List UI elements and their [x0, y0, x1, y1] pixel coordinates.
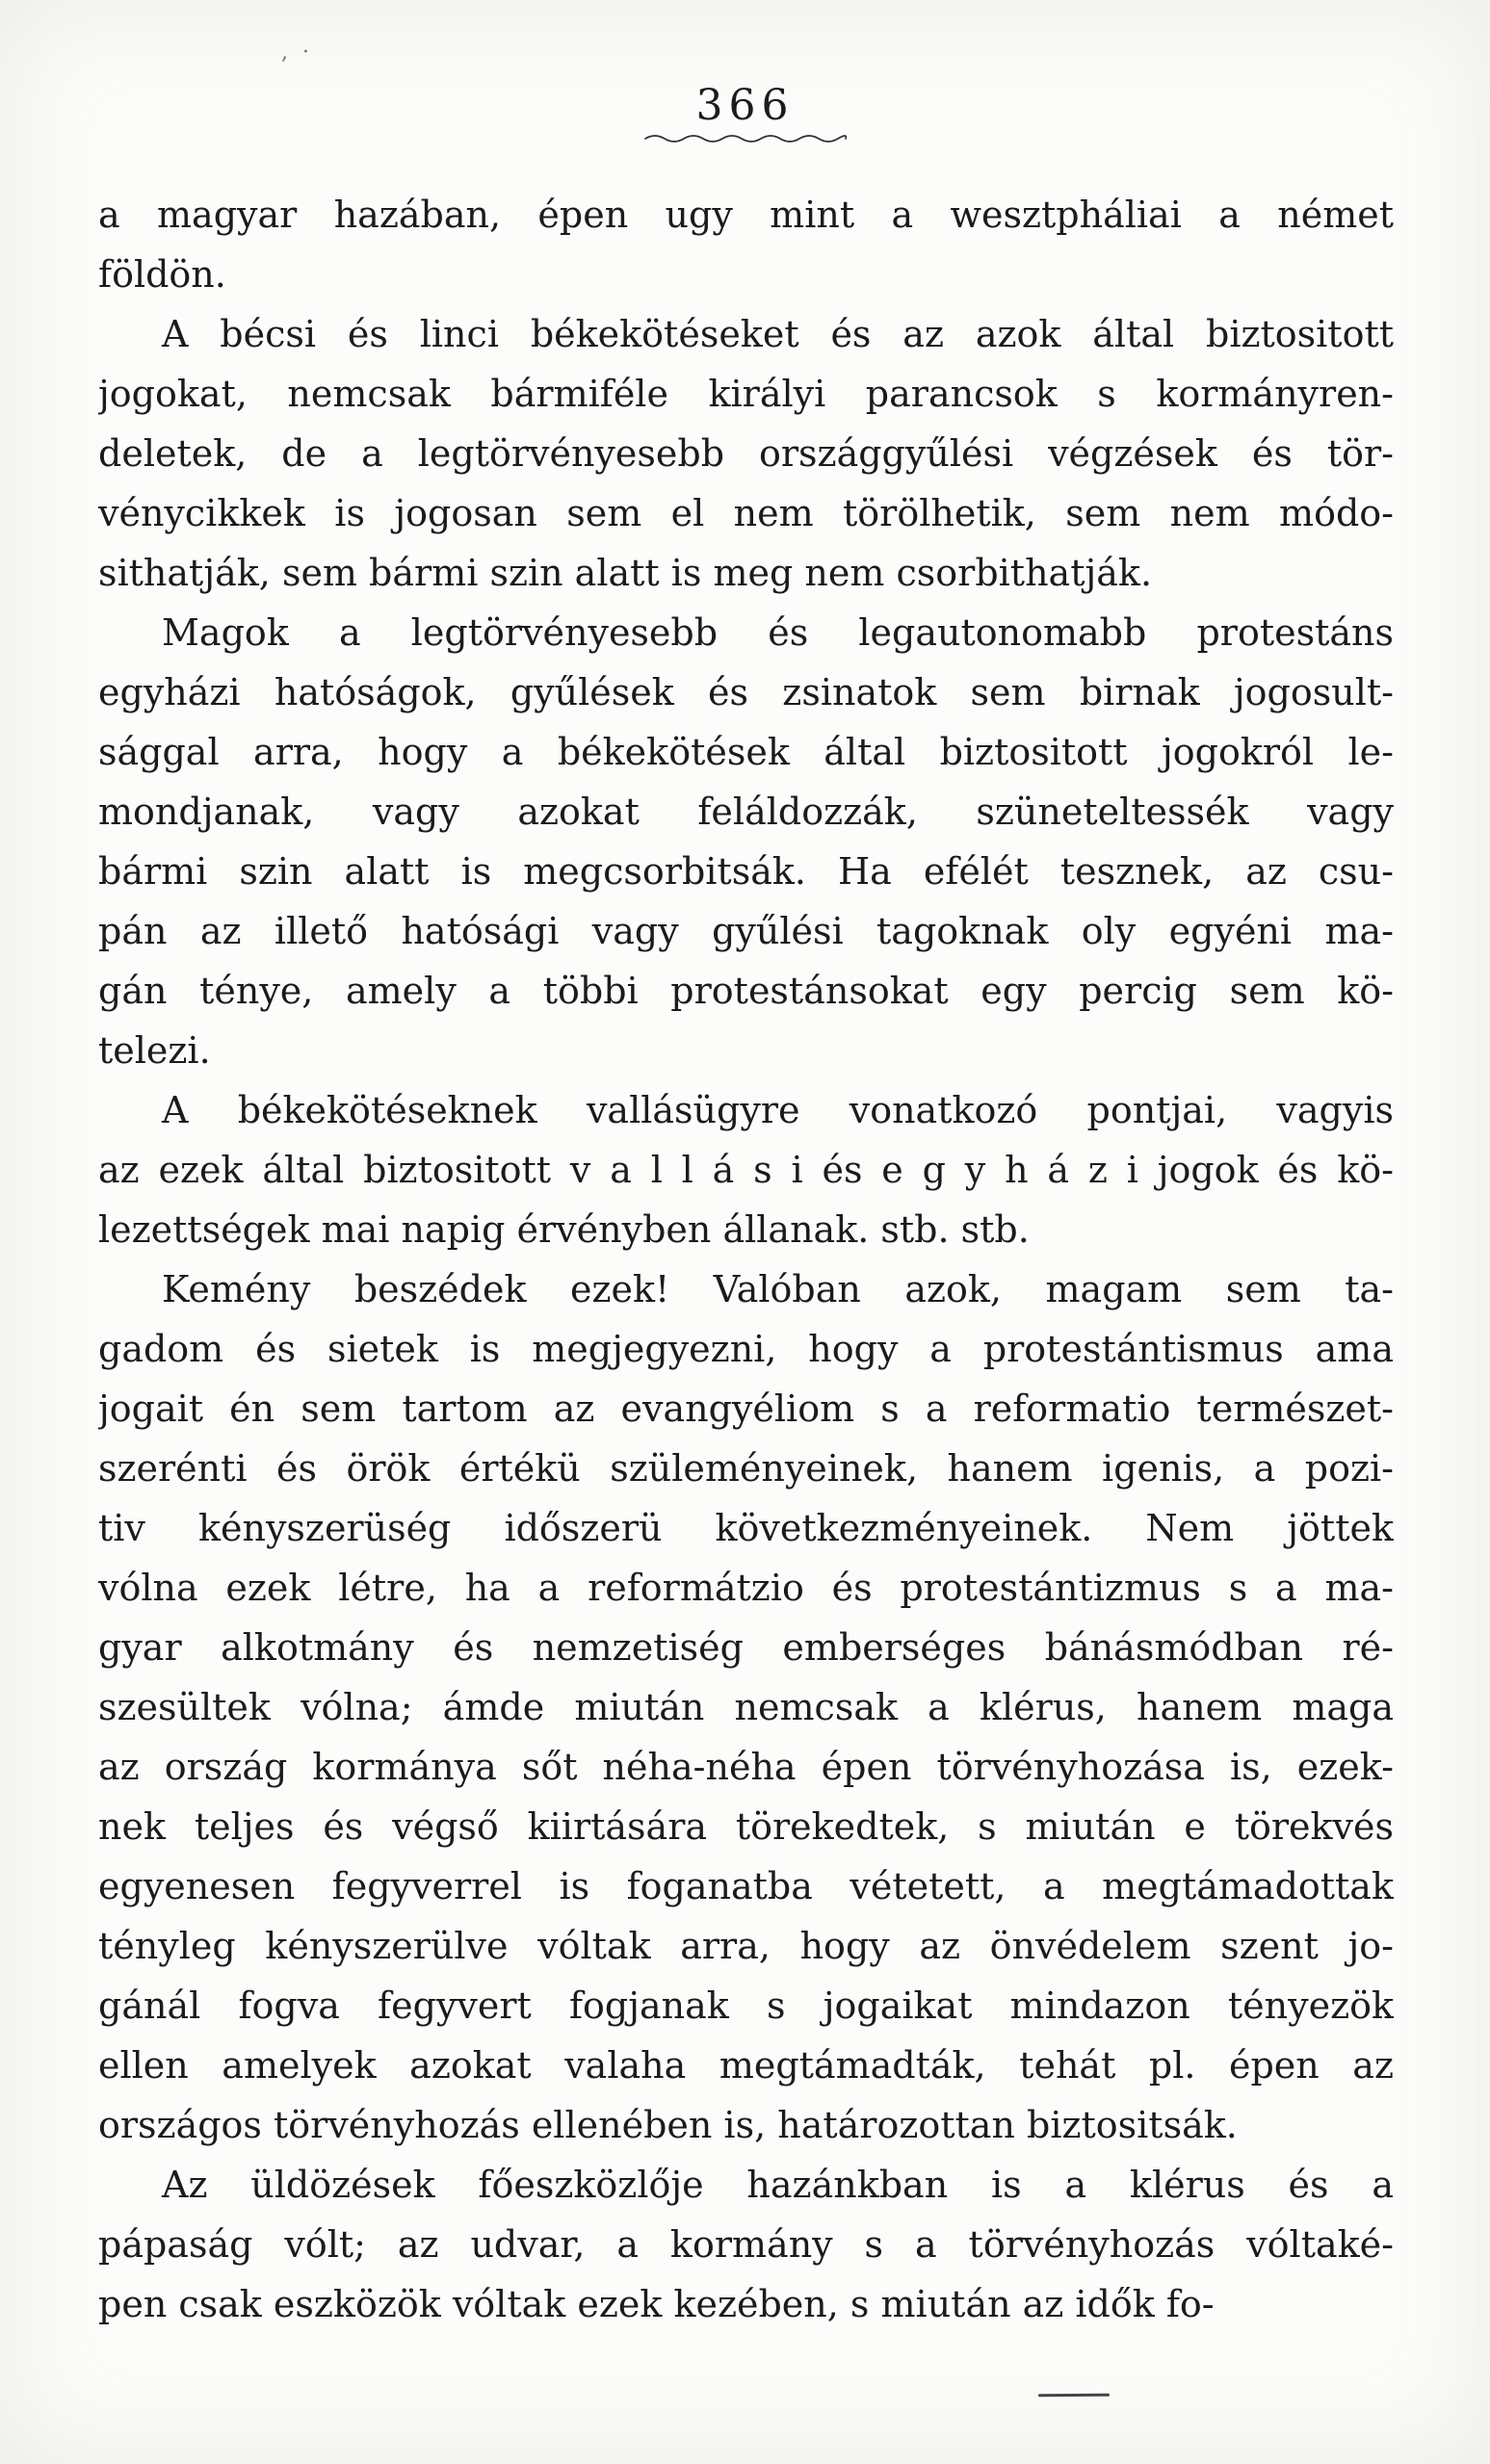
text-line: A bécsi és linci békekötéseket és az azok által biztositott: [162, 313, 1394, 355]
text-line: tényleg kényszerülve vóltak arra, hogy az önvédelem szent jo-: [98, 1925, 1394, 1967]
text-line: A békekötéseknek vallásügyre vonatkozó pontjai, vagyis: [162, 1089, 1394, 1131]
text-line: gyar alkotmány és nemzetiség emberséges bánásmódban ré-: [98, 1626, 1394, 1669]
text-line: Kemény beszédek ezek! Valóban azok, magam sem ta-: [162, 1268, 1394, 1310]
text-line: egyenesen fegyverrel is foganatba vétetett, a megtámadottak: [98, 1865, 1394, 1907]
scan-artifact: , ·: [281, 40, 313, 65]
text-line: szerénti és örök értékü szüleményeinek, hanem igenis, a pozi-: [98, 1447, 1394, 1490]
text-line: sithatják, sem bármi szin alatt is meg nem csorbithatják.: [98, 552, 1153, 594]
text-line: földön.: [98, 253, 226, 296]
text-line: egyházi hatóságok, gyűlések és zsinatok sem birnak jogosult-: [98, 671, 1394, 713]
text-line: bármi szin alatt is megcsorbitsák. Ha efélét tesznek, az csu-: [98, 850, 1394, 893]
page-header: [0, 83, 1490, 144]
text-line: sággal arra, hogy a békekötések által biztositott jogokról le-: [98, 731, 1394, 773]
text-line: gadom és sietek is megjegyezni, hogy a protestántismus ama: [98, 1328, 1394, 1370]
text-line: pán az illető hatósági vagy gyűlési tagoknak oly egyéni ma-: [98, 910, 1394, 952]
text-line: országos törvényhozás ellenében is, határozottan biztositsák.: [98, 2104, 1238, 2146]
text-line: tiv kényszerüség időszerü következményeinek. Nem jöttek: [98, 1507, 1394, 1549]
text-line: mondjanak, vagy azokat feláldozzák, szüneteltessék vagy: [98, 791, 1394, 833]
text-line: gánál fogva fegyvert fogjanak s jogaikat mindazon tényezök: [98, 1984, 1394, 2027]
text-line: lezettségek mai napig érvényben állanak. stb. stb.: [98, 1208, 1030, 1251]
text-line: Magok a legtörvényesebb és legautonomabb protestáns: [162, 611, 1394, 654]
text-line: pápaság vólt; az udvar, a kormány s a törvényhozás vóltaké-: [98, 2223, 1394, 2266]
page-number: 366: [695, 81, 795, 130]
text-line: az ezek által biztositott v a l l á s i és e g y h á z i jogok és kö-: [98, 1149, 1394, 1191]
text-line: telezi.: [98, 1029, 211, 1072]
text-line: pen csak eszközök vóltak ezek kezében, s miután az idők fo-: [98, 2283, 1215, 2325]
text-line: ellen amelyek azokat valaha megtámadták, tehát pl. épen az: [98, 2044, 1394, 2087]
text-line: deletek, de a legtörvényesebb országgyűlési végzések és tör-: [98, 432, 1394, 475]
text-line: a magyar hazában, épen ugy mint a wesztpháliai a német: [98, 194, 1394, 236]
text-line: Az üldözések főeszközlője hazánkban is a klérus és a: [162, 2164, 1394, 2206]
text-line: vénycikkek is jogosan sem el nem törölhetik, sem nem módo-: [98, 492, 1394, 534]
text-line: vólna ezek létre, ha a reformátzio és protestántizmus s a ma-: [98, 1567, 1394, 1609]
text-block: [98, 185, 1394, 2334]
text-line: jogait én sem tartom az evangyéliom s a reformatio természet-: [98, 1388, 1394, 1430]
wavy-rule: [643, 131, 848, 144]
bottom-rule: [1038, 2394, 1110, 2398]
text-line: szesültek vólna; ámde miután nemcsak a klérus, hanem maga: [98, 1686, 1394, 1728]
text-line: az ország kormánya sőt néha-néha épen törvényhozása is, ezek-: [98, 1746, 1394, 1788]
text-line: jogokat, nemcsak bármiféle királyi parancsok s kormányren-: [98, 373, 1394, 415]
text-line: gán ténye, amely a többi protestánsokat egy percig sem kö-: [98, 970, 1394, 1012]
text-line: nek teljes és végső kiirtására törekedtek, s miután e törekvés: [98, 1805, 1394, 1848]
